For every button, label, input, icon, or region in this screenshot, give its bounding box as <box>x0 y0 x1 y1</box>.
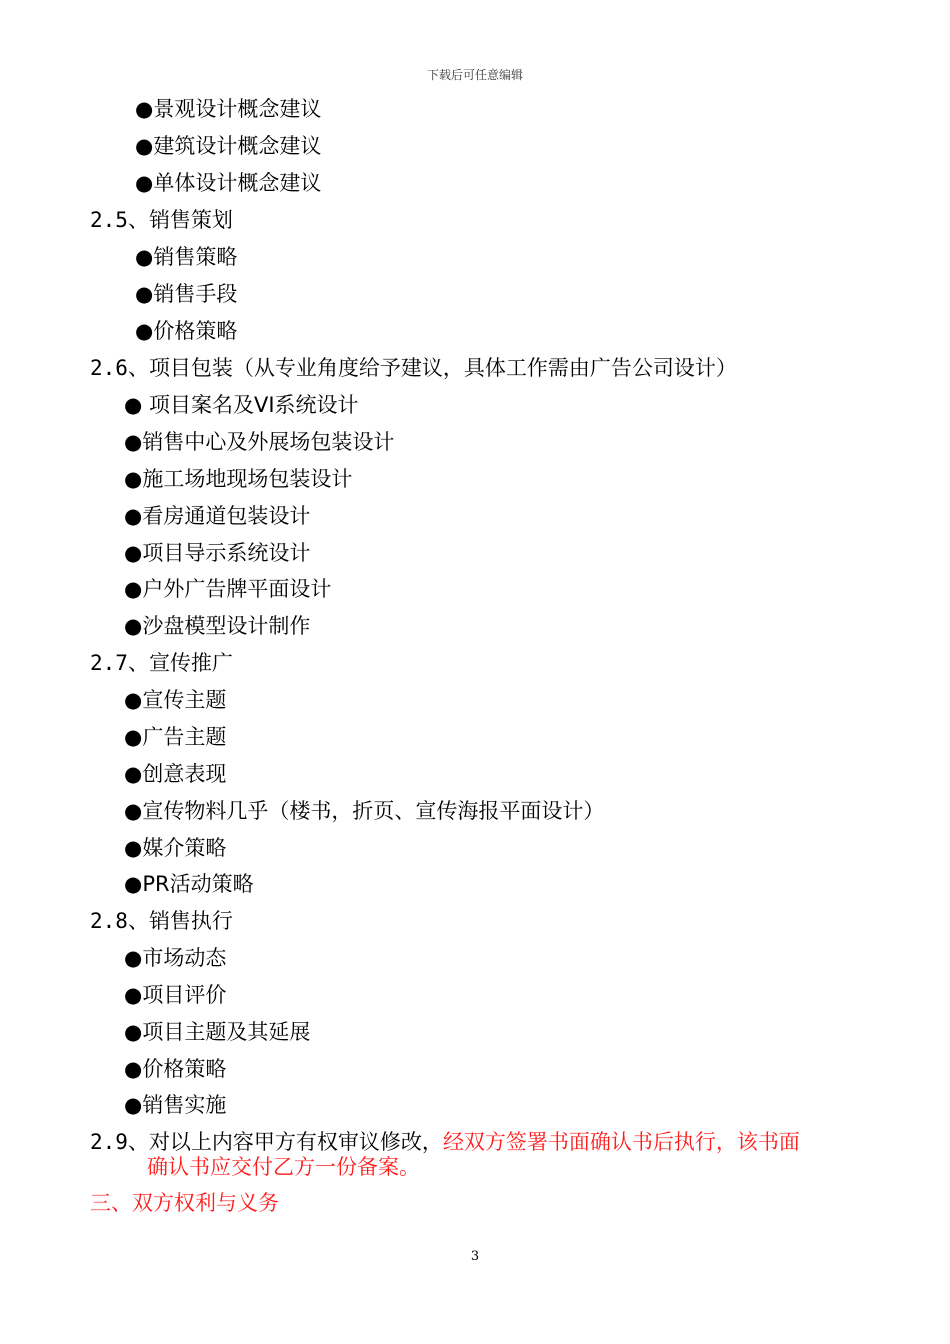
bullet-icon: ● <box>124 1093 143 1117</box>
list-item-text: 项目案名及VI系统设计 <box>142 393 359 417</box>
section-number: 2.6 <box>90 356 128 380</box>
section-title: 销售策划 <box>148 208 233 232</box>
list-item <box>124 576 331 602</box>
list-item-text: 项目主题及其延展 <box>142 1020 311 1044</box>
list-item <box>135 170 321 196</box>
section-heading-2-8 <box>90 908 233 934</box>
list-item-text: 看房通道包装设计 <box>142 504 311 528</box>
list-item <box>124 466 352 492</box>
list-item-text: 建筑设计概念建议 <box>153 134 322 158</box>
list-item <box>124 1092 226 1118</box>
section-separator: 、 <box>127 909 149 933</box>
section-heading-2-7 <box>90 650 233 676</box>
section-heading-2-9 <box>90 1129 800 1155</box>
list-item-text: 销售中心及外展场包装设计 <box>142 430 395 454</box>
list-item <box>124 1019 310 1045</box>
bullet-icon: ● <box>135 319 154 343</box>
bullet-icon: ● <box>124 393 143 417</box>
list-item <box>135 244 237 270</box>
bullet-icon: ● <box>124 467 143 491</box>
section-number: 2.7 <box>90 651 128 675</box>
bullet-icon: ● <box>135 245 154 269</box>
list-item-text: 户外广告牌平面设计 <box>142 577 332 601</box>
bullet-icon: ● <box>124 799 143 823</box>
bullet-icon: ● <box>124 430 143 454</box>
page-header: 下载后可任意编辑 <box>426 68 523 82</box>
list-item <box>124 392 359 418</box>
list-item <box>124 945 226 971</box>
section-number: 2.5 <box>90 208 128 232</box>
section-heading-2-6 <box>90 355 737 381</box>
clause-text: 对以上内容甲方有权审议修改， <box>148 1130 443 1154</box>
list-item <box>124 724 226 750</box>
bullet-icon: ● <box>124 1020 143 1044</box>
list-item <box>124 798 604 824</box>
list-item-text: 市场动态 <box>142 946 227 970</box>
list-item-text: 项目导示系统设计 <box>142 541 311 565</box>
list-item <box>135 96 321 122</box>
list-item-text: 价格策略 <box>142 1057 227 1081</box>
bullet-icon: ● <box>124 504 143 528</box>
list-item <box>135 133 321 159</box>
list-item <box>124 503 310 529</box>
bullet-icon: ● <box>124 1057 143 1081</box>
section-separator: 、 <box>127 356 149 380</box>
section-title: 宣传推广 <box>148 651 233 675</box>
section-number: 2.9 <box>90 1130 128 1154</box>
list-item-text: 媒介策略 <box>142 836 227 860</box>
section-separator: 、 <box>127 208 149 232</box>
list-item <box>124 429 394 455</box>
section-title: 项目包装（从专业角度给予建议，具体工作需由广告公司设计） <box>148 356 737 380</box>
list-item <box>124 1056 226 1082</box>
list-item-text: 宣传物料几乎（楼书，折页、宣传海报平面设计） <box>142 799 605 823</box>
list-item <box>124 835 226 861</box>
list-item <box>124 871 254 897</box>
list-item-text: 项目评价 <box>142 983 227 1007</box>
bullet-icon: ● <box>124 836 143 860</box>
bullet-icon: ● <box>124 872 143 896</box>
list-item <box>124 982 226 1008</box>
bullet-icon: ● <box>124 614 143 638</box>
section-separator: 、 <box>127 651 149 675</box>
bullet-icon: ● <box>124 541 143 565</box>
list-item-text: 销售手段 <box>153 282 238 306</box>
bullet-icon: ● <box>124 983 143 1007</box>
list-item-text: 销售策略 <box>153 245 238 269</box>
bullet-icon: ● <box>124 762 143 786</box>
bullet-icon: ● <box>124 946 143 970</box>
list-item <box>124 613 310 639</box>
bullet-icon: ● <box>135 97 154 121</box>
section-number: 2.8 <box>90 909 128 933</box>
bullet-icon: ● <box>135 134 154 158</box>
list-item-text: 销售实施 <box>142 1093 227 1117</box>
bullet-icon: ● <box>135 171 154 195</box>
clause-highlight-text: 经双方签署书面确认书后执行，该书面 <box>442 1130 800 1154</box>
page-number: 3 <box>470 1249 480 1264</box>
list-item <box>124 687 226 713</box>
bullet-icon: ● <box>124 725 143 749</box>
list-item-text: 景观设计概念建议 <box>153 97 322 121</box>
bullet-icon: ● <box>124 688 143 712</box>
list-item <box>135 281 237 307</box>
section-heading-2-5 <box>90 207 233 233</box>
list-item <box>135 318 237 344</box>
bullet-icon: ● <box>135 282 154 306</box>
list-item-text: 沙盘模型设计制作 <box>142 614 311 638</box>
chapter-heading: 三、双方权利与义务 <box>90 1191 279 1215</box>
list-item <box>124 540 310 566</box>
list-item-text: 创意表现 <box>142 762 227 786</box>
list-item-text: 广告主题 <box>142 725 227 749</box>
list-item-text: 宣传主题 <box>142 688 227 712</box>
section-separator: 、 <box>127 1130 149 1154</box>
list-item-text: 价格策略 <box>153 319 238 343</box>
list-item-text: 施工场地现场包装设计 <box>142 467 353 491</box>
list-item-text: PR活动策略 <box>142 872 254 896</box>
list-item <box>124 761 226 787</box>
bullet-icon: ● <box>124 577 143 601</box>
list-item-text: 单体设计概念建议 <box>153 171 322 195</box>
clause-highlight-continuation: 确认书应交付乙方一份备案。 <box>147 1155 420 1179</box>
section-title: 销售执行 <box>148 909 233 933</box>
